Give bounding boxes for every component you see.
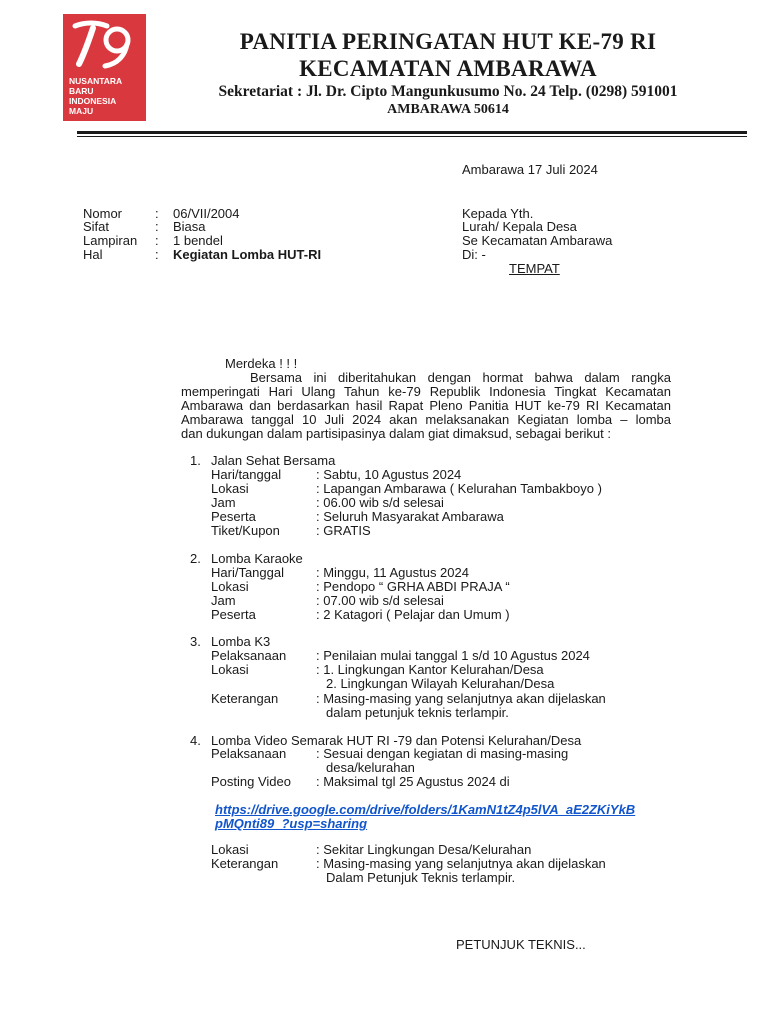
item-label: Lokasi bbox=[211, 662, 249, 677]
item-title: Lomba Karaoke bbox=[211, 551, 303, 566]
greeting: Merdeka ! ! ! bbox=[225, 356, 298, 371]
item-value: : Sekitar Lingkungan Desa/Kelurahan bbox=[316, 842, 532, 857]
letterhead-address: Sekretariat : Jl. Dr. Cipto Mangunkusumo No. 24 Telp. (0298) 591001 bbox=[218, 83, 678, 100]
item-label: Pelaksanaan bbox=[211, 746, 287, 761]
item-value: : Sabtu, 10 Agustus 2024 bbox=[316, 467, 462, 482]
item-title: Lomba Video Semarak HUT RI -79 dan Potensi Kelurahan/Desa bbox=[211, 733, 582, 748]
item-label: Hari/Tanggal bbox=[211, 565, 284, 580]
item-label: Tiket/Kupon bbox=[211, 523, 280, 538]
item-label: Lokasi bbox=[211, 481, 249, 496]
item-label: Peserta bbox=[211, 607, 256, 622]
letterhead-city: AMBARAWA 50614 bbox=[387, 102, 509, 117]
logo-line-1: NUSANTARA bbox=[69, 76, 123, 86]
item-label: Jam bbox=[211, 593, 236, 608]
next-page-note: PETUNJUK TEKNIS... bbox=[456, 937, 586, 952]
recipient-line-2: Lurah/ Kepala Desa bbox=[462, 219, 577, 234]
meta-colon: : bbox=[155, 219, 159, 234]
item-label: Posting Video bbox=[211, 774, 291, 789]
para-line-4: Ambarawa tanggal 10 Juli 2024 akan melaksanakan Kegiatan lomba – lomba bbox=[181, 412, 671, 427]
item-number: 4. bbox=[190, 733, 201, 748]
drive-link[interactable]: https://drive.google.com/drive/folders/1KamN1tZ4p5lVA_aE2ZKiYkB bbox=[215, 802, 636, 817]
recipient-place: TEMPAT bbox=[509, 261, 560, 276]
item-value: : 07.00 wib s/d selesai bbox=[316, 593, 444, 608]
item-value: : 1. Lingkungan Kantor Kelurahan/Desa bbox=[316, 662, 544, 677]
item-number: 1. bbox=[190, 453, 201, 468]
hut-79-logo-icon bbox=[71, 20, 137, 70]
logo-line-2: BARU bbox=[69, 86, 94, 96]
item-value: : GRATIS bbox=[316, 523, 371, 538]
committee-logo bbox=[63, 14, 146, 121]
item-label: Lokasi bbox=[211, 842, 249, 857]
item-value: : Masing-masing yang selanjutnya akan dijelaskan bbox=[316, 691, 606, 706]
letterhead-title: PANITIA PERINGATAN HUT KE-79 RI bbox=[239, 29, 657, 54]
meta-value-lampiran: 1 bendel bbox=[173, 233, 223, 248]
para-line-2: memperingati Hari Ulang Tahun ke-79 Republik Indonesia Tingkat Kecamatan bbox=[181, 384, 671, 399]
item-value: : Minggu, 11 Agustus 2024 bbox=[316, 565, 469, 580]
recipient-line-1: Kepada Yth. bbox=[462, 206, 534, 221]
item-value: : Masing-masing yang selanjutnya akan dijelaskan bbox=[316, 856, 606, 871]
item-value: : 06.00 wib s/d selesai bbox=[316, 495, 444, 510]
item-title: Lomba K3 bbox=[211, 634, 271, 649]
header-divider bbox=[77, 131, 747, 134]
recipient-line-4: Di: - bbox=[462, 247, 486, 262]
item-value: : Sesuai dengan kegiatan di masing-masing bbox=[316, 746, 569, 761]
item-value: : Seluruh Masyarakat Ambarawa bbox=[316, 509, 504, 524]
item-value: : 2 Katagori ( Pelajar dan Umum ) bbox=[316, 607, 510, 622]
meta-value-sifat: Biasa bbox=[173, 219, 206, 234]
para-line-5: dan dukungan dalam partisipasinya dalam giat dimaksud, sebagai berikut : bbox=[181, 426, 611, 441]
logo-line-4: MAJU bbox=[69, 106, 94, 116]
item-number: 2. bbox=[190, 551, 201, 566]
item-value: : Pendopo “ GRHA ABDI PRAJA “ bbox=[316, 579, 510, 594]
item-label: Hari/tanggal bbox=[211, 467, 282, 482]
para-line-1: Bersama ini diberitahukan dengan hormat bahwa dalam rangka bbox=[250, 370, 671, 385]
meta-colon: : bbox=[155, 233, 159, 248]
meta-value-nomor: 06/VII/2004 bbox=[173, 206, 240, 221]
item-label: Pelaksanaan bbox=[211, 648, 287, 663]
item-number: 3. bbox=[190, 634, 201, 649]
meta-label-lampiran: Lampiran bbox=[83, 233, 138, 248]
meta-colon: : bbox=[155, 247, 159, 262]
item-title: Jalan Sehat Bersama bbox=[211, 453, 336, 468]
item-value: Dalam Petunjuk Teknis terlampir. bbox=[326, 870, 516, 885]
item-value: desa/kelurahan bbox=[326, 760, 415, 775]
item-label: Keterangan bbox=[211, 691, 279, 706]
meta-label-hal: Hal bbox=[83, 247, 103, 262]
item-label: Jam bbox=[211, 495, 236, 510]
logo-line-3: INDONESIA bbox=[69, 96, 117, 106]
item-value: : Penilaian mulai tanggal 1 s/d 10 Agustus 2024 bbox=[316, 648, 590, 663]
item-value: : Lapangan Ambarawa ( Kelurahan Tambakboyo ) bbox=[316, 481, 602, 496]
drive-link-cont[interactable]: pMQnti89_?usp=sharing bbox=[215, 816, 368, 831]
item-value: dalam petunjuk teknis terlampir. bbox=[326, 705, 509, 720]
meta-colon: : bbox=[155, 206, 159, 221]
item-value: 2. Lingkungan Wilayah Kelurahan/Desa bbox=[326, 676, 555, 691]
item-value: : Maksimal tgl 25 Agustus 2024 di bbox=[316, 774, 510, 789]
item-label: Peserta bbox=[211, 509, 256, 524]
item-label: Keterangan bbox=[211, 856, 279, 871]
letter-date: Ambarawa 17 Juli 2024 bbox=[462, 162, 598, 177]
para-line-3: Ambarawa dan berdasarkan hasil Rapat Pleno Panitia HUT ke-79 RI Kecamatan bbox=[181, 398, 671, 413]
header-divider-thin bbox=[77, 136, 747, 137]
meta-value-hal: Kegiatan Lomba HUT-RI bbox=[173, 247, 322, 262]
meta-label-nomor: Nomor bbox=[83, 206, 123, 221]
item-label: Lokasi bbox=[211, 579, 249, 594]
letterhead-subtitle: KECAMATAN AMBARAWA bbox=[299, 56, 597, 81]
meta-label-sifat: Sifat bbox=[83, 219, 110, 234]
recipient-line-3: Se Kecamatan Ambarawa bbox=[462, 233, 613, 248]
